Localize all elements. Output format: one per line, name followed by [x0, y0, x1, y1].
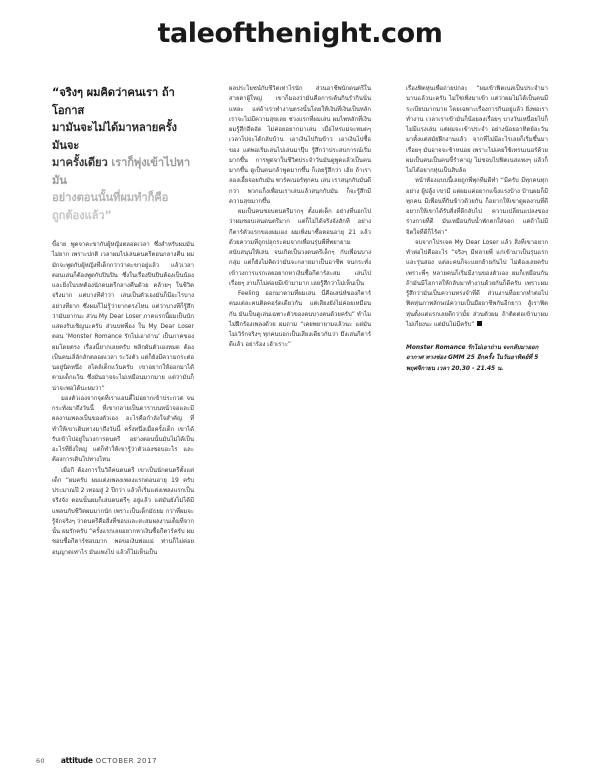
issue-date: OCTOBER 2017 — [95, 757, 158, 765]
body-paragraph: มองตัวเองจากจุดที่เราแอนตี้ไม่อยากเข้าประกวด จนกระทั่งมาถึงวันนี้ ที่เขากลายเป็นดาราบนหน้าจอและมีผลงานเพลงเป็นของตัวเอง อะไรคือกำลังใจสำคัญ ที่ทำให้เขาเดินทางมาถึงวันนี้ ครั้งหนึ่งเมื่อครั้งเด็ก เขาได้รับเข้าไปอยู่ในวงการดนตรี อย่างตอนนั้นมันไม่ได้เป็นอะไรที่ยิ่งใหญ่ แต่ก็ทำให้เขารู้ว่าตัวเองชอบอะไร และต้องการเดินไปทางไหน — [52, 395, 194, 464]
body-paragraph: เมื่อกี ต้องการในวิถีคนดนตรี เขาเป็นนักดนตรีตั้งแต่เด็ก “ผมครับ ผมแต่งเพลงเพลงแรกตอนอายุ 19 ครับ ประมาณปี 2 เทอมสู่ 2 ปีกว่า แล้วก็เริ่มแต่งเพลงแรกเป็นจริงจัง ตอนนั้นผมก็เล่นดนตรีๆ อยู่แล้ว แต่มันยังไม่ได้มีแพลนกับชีวิตผมมากนัก เพราะเป็นเด็กมัธยม กว่าที่ผมจะรู้จักจริงๆ ว่าดนตรีคือสิ่งที่ชอบและสะสมผลงานเต็มที่จากนั้น ผมรักครับ “ครั้งแรกเลยอยากหาเงินซื้อกีตาร์ครับ ผมชอบซื้อกีตาร์ชอบมาก พอขอเงินพ่อแม่ ท่านก็ไม่ค่อยอนุญาตเท่าไร มันแพงไป แล้วก็ไม่เห็นเป็น — [52, 467, 195, 556]
pull-quote — [52, 84, 194, 224]
page-footer — [36, 748, 157, 767]
body-paragraph-final-text: จบจากโปรเจค My Dear Loser แล้ว สิ่งที่เขาอยากทำต่อไปคืออะไร “จริงๆ มีหลายพี่ แก่เข้ามาเป็นรุ่นแรกและรุ่นสอง แต่ละคนก็จะแยกย้ายกันไป ไม่ต้องเลยครับ เพราะพี่ๆ หลายคนก็เริ่มมีงานของตัวเอง ผมก็เหมือนกัน ถ้ามันมีโอกาสให้กลับมาทำงานด้วยกันก็ดีครับ เพราะผมรู้สึกว่ามันเป็นความทรงจำที่ดี ส่วนงานที่อยากทำต่อไปฟิตหุ่นภาพลักษณ์ความเป็นมืออาชีพกันอีกยาว สู้เราฟิตหุ่นตั้งแต่แรกเลยดีกว่ามั้ย ส่วนตัวผม ถ้าติดต่อเข้ามาผมไม่เกี่ยงนะ แต่มันไม่มีครับ” — [406, 239, 548, 328]
article-column-1 — [52, 84, 194, 558]
magazine-brand: attitude — [60, 756, 93, 765]
footer-credit — [61, 748, 157, 767]
body-paragraph: ขี้อาย พูดจาคะขากับผู้หญิงตลอดเวลา ซึ่งสำหรับผมมันไม่ยาก เพราะปกติ เวลาผมไปเล่นดนตรีตอนกลางคืน ผมมักจะพูดกับผู้หญิงที่เด็กกว่าว่าคะขาอยู่แล้ว แล้วเวลาตอนเล่นก็ต้องพูดกับปินปิน ซึ่งในเรื่องปินปินต้องเป็นน้อง และยิ่งในบทต้องนักดนตรีกลางคืนด้วย คล้ายๆ ในชีวิตจริงมาก แต่บางทีคำว่า เล่นเป็นตัวเองมันก็มีอะไรบางอย่างที่ยาก ซึ่งผมก็ไม่รู้ว่ายากตรงไหน แต่ว่าบางทีก็รู้สึกว่ามันยากนะ ส่วน My Dear Loser ภาคแรกนี้ผมเป็นนักแสดงรับเชิญนะครับ ส่วนบทพี่อง ใน My Dear Loser ตอน ‘Monster Romance รักไม่เอาถ่าน’ เป็นภาคของผมโดยตรง เรื่องนี้ยากเลยครับ พลิกผันตัวเองหมด ต้องเป็นคนเลิ่ลักลักตลอดเวลา ระวังตัว แต่ก็ยังมีความกระต่อนอยู่นิดหนึ่ง สไตล์เด็กแว้นครับ เขาอยากให้ออกมาได้ตามเด็กแว้น ซึ่งมันอาจจะไม่เหมือนมากมาย แต่ว่ามันก็น่าจะพอได้นะผมว่า” — [52, 242, 194, 392]
pull-quote-line-1: “จริงๆ ผมคิดว่าคนเรา ถ้าโอกาส — [52, 86, 175, 117]
pull-quote-line-2: มามันจะไม่ได้มาหลายครั้ง มันจะ — [52, 121, 177, 152]
article-column-3 — [406, 84, 548, 374]
body-paragraph: หน้าท้องแบบนี้เลยถูกพี่พุกทีมดีทำ “มีครับ มีทุกคนทุกอย่าง ผู้ปลู้ง เขามี แต่ผมแค่อยากแข็งแรงบ้าง บ้านผมก็มีทุกคน มีเพื่อนที่กินข้าวด้วยกัน ก็อยากให้เขาดูผลงานที่ดี อยากให้เขาได้รับสิ่งที่ดีกลับไป ความเปลี่ยนแปลงของร่างกายที่ดี มันเหมือนกับน้ำพักตกใส่จอก แต่ถ้าไม่มีจิตใจที่ดีก็ไร้ค่า” — [406, 178, 548, 236]
end-of-article-square-icon — [477, 321, 482, 326]
article-column-2 — [229, 84, 371, 351]
site-title: taleofthenight.com — [157, 18, 443, 49]
body-paragraph: ผลประโยชน์กับชีวิตเท่าไรนัก ส่วนอาชีพนักดนตรีในสายตาผู้ใหญ่ เขาก็มองว่ามันคือการเต้นกินรำกินนั่นแหละ แต่ถ้าเราทำงานตรงนั้นโดยให้เงินที่เงินเป็นหลัก เราจะไม่มีความสุขเลย ช่วงแรกที่ผมเล่น ผมไพหลักที่เงิน ผมรู้สึกอึดอัด ไม่ค่อยอยากมาเล่น เมื่อไหร่แม่จะหมดๆ เวลาไปจะได้กลับบ้าน เอาเงินไปกินข้าว เอาเงินไปซื้อของ แต่พอเริ่มเล่นไปเล่นมาปุ๊บ รู้สึกว่าประสบการณ์เริ่มมากขึ้น การพูดจาในชีวิตประจำวันมันดูพูดแล้วเป็นคนมากขึ้น ดูเป็นคนกล้าพูดมากขึ้น ก็เลยรู้สึกว่า เฮ้ย ถ้าเราลองเฮี้ยจอยกับมัน พาร์คเนอร์ทุกคน เล่น เราสนุกกับมันดีกว่า พวกแก็งเพื่อนเราเล่นแล้วสนุกกับมัน ก็จะรู้สึกมีความสุขมากขึ้น — [229, 86, 371, 205]
pull-quote-line-3-fade: เราก็พุ่งเข้าไปหามัน — [52, 156, 190, 187]
article-columns — [52, 84, 548, 724]
page-number: 60 — [36, 757, 45, 765]
pull-quote-line-5: ถูกต้องแล้ว” — [52, 208, 112, 222]
body-paragraph: Feeling ออกมาตามที่ผมเล่น นี่คือเสน่ห์ของกีตาร์ คนแต่ละคนติดคอร์ดเดียวกัน แต่เสียงยังไม่ค่อยเหมือนกัน มันเป็นดูเล่นเฉพาะตัวของคนบางคนด้วยครับ” ทำไมไม่ฝึกร้องเพลงด้วย ผมถาม “เคยพยายามแล้วนะ แต่มันไม่เวิร์กจริงๆ ทุกคนบอกเป็นเสียงเดียวกันว่า มึงเล่นกีตาร์ดีแล้ว อย่าร้อง เฮ้าเราะ” — [229, 291, 371, 349]
broadcast-info-block: Monster Romance รักไม่เอาถ่าน จะกลับมาออกอากาศ ทางช่อง GMM 25 อีกครั้ง ในวันอาทิตย์ที่ 5 พฤศจิกายน เวลา 20.30 - 21.45 น. — [406, 345, 539, 372]
body-paragraph-final — [406, 238, 548, 330]
body-paragraph: เรื่องฟิตหุ่นเพื่อถ่ายปกละ “ผมเข้าฟิตเนสเป็นประจำมานานแล้วนะครับ ไม่ใช่เพิ่งมาเข้า แต่ว่าผมไม่ได้เป็นคนมีระเบียบมากมาย โดยเฉพาะเรื่องการกินอยู่แล้ว ยิ่งพอเราทำงาน เวลาเราเข้ามันก็น้อยลงเรื่อยๆ บางวันเหนื่อยไปก็ไม่มีแรงเล่น แต่ผมจะเข้าประจำ อย่างน้อยอาทิตย์ละวันมาตั้งแต่สมัยฝึกงานแล้ว จากที่ไม่มีอะไรเลยก็เริ่มขึ้นมาเรื่อยๆ มันอาจจะช้าหน่อย เพราะไม่เคยใช้เทรนเนอร์ด้วย ผมเป็นคนเป็นคนขี้รำคาญ ไม่ชอบไปฟิตเนสแพงๆ แล้วก็ไม่ได้อยากหุ่นเป็นสิบล้อ — [406, 86, 548, 174]
body-paragraph: ผมเป็นคนชอบดนตรีมากๆ ตั้งแต่เด็ก อย่างที่บอกไปว่าผมชอบเล่นดนตรีมาก แต่ก็ไม่ได้จริงจังสักที อย่างกีตาร์ตัวแรกของผมเอง ผมเพิ่งมาซื้อตอนอายุ 21 แล้ว ด้วยความที่ถูกปลุกระดมจากเพื่อนรุ่นพี่ที่พยายามสนับสนุนให้เล่น จนเกิดเป็นวงดนตรีเล็กๆ กับเพื่อนบางกลุ่ม แต่ก็ยังไม่คิดว่ามันจะกลายมาเป็นอาชีพ จนกระทั่งเข้าวงการแรกเลยอยากหาเงินซื้อกีตาร์สะสม เล่นไปเรื่อยๆ งานก็ไม่ค่อยมีเข้ามามาก เลยรู้สึกว่าไม่เห็นเป็น — [229, 209, 371, 287]
pull-quote-line-3 — [52, 154, 194, 189]
pull-quote-line-4: อย่างตอนนั้นที่ผมทำก็คือ — [52, 191, 169, 204]
pull-quote-line-3-dark: มาครั้งเดียว — [52, 156, 108, 169]
